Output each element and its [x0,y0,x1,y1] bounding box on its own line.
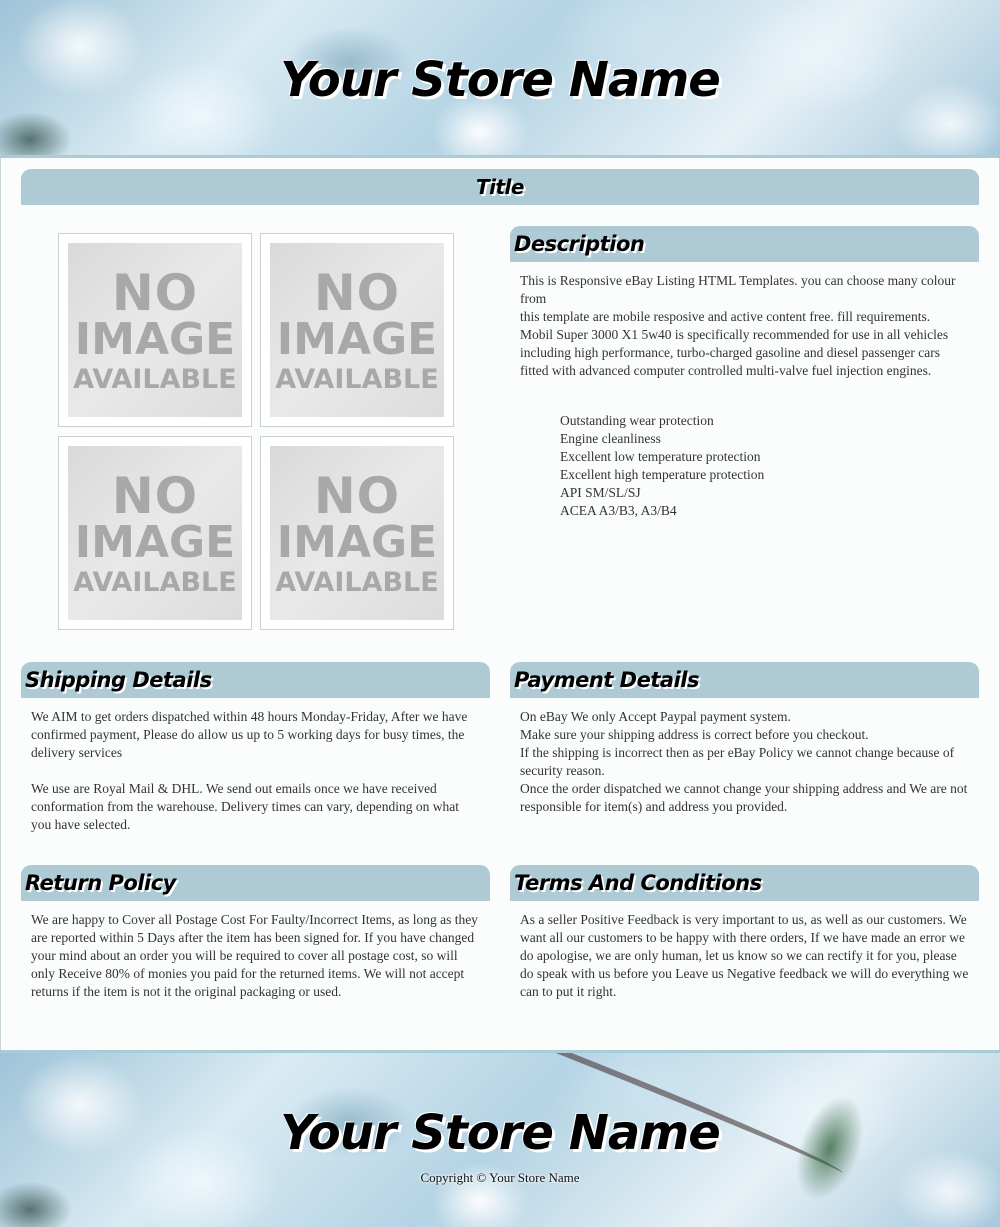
store-name-header: Your Store Name [280,52,720,108]
feature-list [520,412,969,520]
copyright-text: Copyright © Your Store Name [420,1170,580,1185]
description-paragraph: This is Responsive eBay Listing HTML Templates. you can choose many colour from [520,273,956,306]
gallery-thumb-1[interactable] [58,233,252,427]
terms-heading: Terms And Conditions [510,865,979,901]
header-banner [0,0,1000,158]
return-policy-text: We are happy to Cover all Postage Cost For Faulty/Incorrect Items, as long as they are reported within 5 Days after the item has been signed for. If you have changed your mind about an order you will be required to cover all postage cost, so will only Receive 80% of monies you paid for the returned items. We will not accept returns if the item is not it the original packaging or used. [31,912,478,999]
feature-item: Excellent high temperature protection [560,467,765,482]
feature-item: Engine cleanliness [560,431,661,446]
shipping-section [21,662,490,834]
feature-item: ACEA A3/B3, A3/B4 [560,503,677,518]
payment-heading: Payment Details [510,662,979,698]
payment-line: Once the order dispatched we cannot change your shipping address and We are not responsible for item(s) and address you provided. [520,781,968,814]
description-section [510,226,979,520]
shipping-paragraph: We use are Royal Mail & DHL. We send out emails once we have received conformation from the warehouse. Delivery times can vary, depending on what you have selected. [31,781,459,832]
no-image-placeholder: NO IMAGE AVAILABLE [68,446,242,620]
image-gallery [58,233,458,633]
gallery-thumb-3[interactable] [58,436,252,630]
return-policy-body [21,901,490,1001]
no-image-placeholder: NO IMAGE AVAILABLE [68,243,242,417]
gallery-thumb-4[interactable] [260,436,454,630]
payment-line: If the shipping is incorrect then as per eBay Policy we cannot change because of security reason. [520,745,955,778]
shipping-paragraph: We AIM to get orders dispatched within 48 hours Monday-Friday, After we have confirmed payment, Please do allow us up to 5 working days for busy times, the delivery services [31,709,468,760]
description-paragraph: Mobil Super 3000 X1 5w40 is specifically recommended for use in all vehicles including high performance, turbo-charged gasoline and diesel passenger cars fitted with advanced computer controlled multi-valve fuel injection engines. [520,327,949,378]
description-heading: Description [510,226,979,262]
store-name-footer: Your Store Name [280,1105,720,1161]
terms-section [510,865,979,1001]
shipping-heading: Shipping Details [21,662,490,698]
payment-section [510,662,979,816]
payment-body [510,698,979,816]
page-title: Title [21,169,979,205]
terms-text: As a seller Positive Feedback is very important to us, as well as our customers. We want all our customers to be happy with there orders, If we have made an error we do apologise, we are only human, let us know so we can rectify it for you, please do speak with us before you Leave us Negative feedback we will do everything we can to put it right. [520,912,969,999]
description-body [510,262,979,520]
footer-banner [0,1050,1000,1227]
feature-item: Excellent low temperature protection [560,449,761,464]
payment-line: On eBay We only Accept Paypal payment system. [520,709,791,724]
main-content [0,158,1000,1050]
terms-body [510,901,979,1001]
shipping-body [21,698,490,834]
feature-item: Outstanding wear protection [560,413,714,428]
no-image-placeholder: NO IMAGE AVAILABLE [270,243,444,417]
return-policy-section [21,865,490,1001]
feature-item: API SM/SL/SJ [560,485,641,500]
description-paragraph: this template are mobile resposive and active content free. fill requirements. [520,309,931,324]
no-image-placeholder: NO IMAGE AVAILABLE [270,446,444,620]
payment-line: Make sure your shipping address is correct before you checkout. [520,727,869,742]
gallery-thumb-2[interactable] [260,233,454,427]
return-policy-heading: Return Policy [21,865,490,901]
